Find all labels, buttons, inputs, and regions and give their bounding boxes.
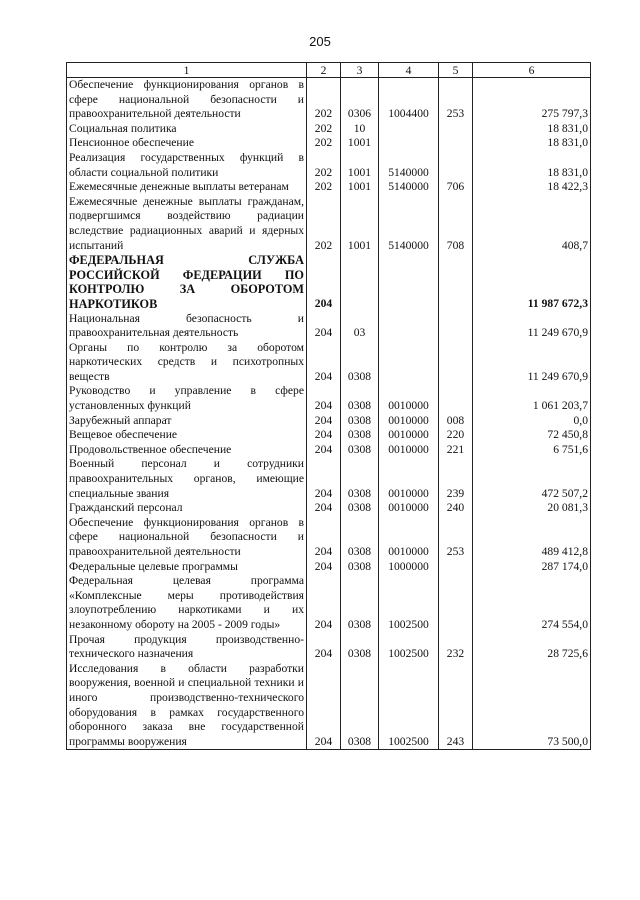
row-description: Зарубежный аппарат	[67, 414, 307, 429]
row-description: Руководство и управление в сфере установленных функций	[67, 384, 307, 413]
row-code-section: 0308	[341, 428, 379, 443]
table-row	[67, 574, 591, 632]
row-code-target	[379, 253, 439, 311]
row-code-target: 0010000	[379, 384, 439, 413]
row-code-target	[379, 341, 439, 385]
table-row	[67, 428, 591, 443]
row-code-section: 1001	[341, 195, 379, 253]
row-code-target: 1002500	[379, 574, 439, 632]
table-row	[67, 457, 591, 501]
row-code-target: 0010000	[379, 457, 439, 501]
row-code-ministry: 204	[307, 633, 341, 662]
row-code-target: 0010000	[379, 516, 439, 560]
row-amount: 28 725,6	[473, 633, 591, 662]
row-amount: 1 061 203,7	[473, 384, 591, 413]
row-code-target: 1000000	[379, 560, 439, 575]
table-row	[67, 384, 591, 413]
table-header-row	[67, 63, 591, 78]
row-code-section: 1001	[341, 151, 379, 180]
row-code-section: 03	[341, 312, 379, 341]
row-code-ministry: 204	[307, 253, 341, 311]
budget-table	[66, 62, 591, 750]
row-amount: 0,0	[473, 414, 591, 429]
column-header: 6	[473, 63, 591, 78]
row-amount: 472 507,2	[473, 457, 591, 501]
row-code-target: 0010000	[379, 443, 439, 458]
table-row	[67, 151, 591, 180]
row-code-ministry: 204	[307, 457, 341, 501]
row-amount: 11 249 670,9	[473, 341, 591, 385]
row-code-ministry: 204	[307, 501, 341, 516]
column-header: 3	[341, 63, 379, 78]
table-row	[67, 78, 591, 122]
table-body	[67, 78, 591, 750]
row-code-section	[341, 253, 379, 311]
row-code-section: 10	[341, 122, 379, 137]
row-code-expense	[439, 560, 473, 575]
row-code-ministry: 204	[307, 560, 341, 575]
table-row	[67, 122, 591, 137]
row-description: Гражданский персонал	[67, 501, 307, 516]
row-code-ministry: 204	[307, 516, 341, 560]
row-code-expense: 008	[439, 414, 473, 429]
table-row	[67, 501, 591, 516]
row-code-expense	[439, 312, 473, 341]
row-amount: 20 081,3	[473, 501, 591, 516]
row-code-section: 0308	[341, 560, 379, 575]
row-code-expense	[439, 384, 473, 413]
row-code-ministry: 204	[307, 312, 341, 341]
table-row	[67, 312, 591, 341]
row-code-ministry: 202	[307, 151, 341, 180]
row-code-expense: 220	[439, 428, 473, 443]
row-amount: 11 987 672,3	[473, 253, 591, 311]
row-code-target: 1004400	[379, 78, 439, 122]
row-code-ministry: 204	[307, 341, 341, 385]
table-row	[67, 180, 591, 195]
row-description: Органы по контролю за оборотом наркотических средств и психотропных веществ	[67, 341, 307, 385]
row-code-ministry: 202	[307, 180, 341, 195]
row-description: Реализация государственных функций в области социальной политики	[67, 151, 307, 180]
row-description: Пенсионное обеспечение	[67, 136, 307, 151]
row-code-target	[379, 312, 439, 341]
table-row	[67, 443, 591, 458]
table-row	[67, 516, 591, 560]
row-code-ministry: 204	[307, 414, 341, 429]
row-description: Ежемесячные денежные выплаты гражданам, подвергшимся воздействию радиации вследствие радиационных аварий и ядерных испытаний	[67, 195, 307, 253]
row-code-target: 5140000	[379, 151, 439, 180]
row-code-target: 1002500	[379, 662, 439, 750]
row-code-expense	[439, 151, 473, 180]
row-code-expense	[439, 574, 473, 632]
row-amount: 72 450,8	[473, 428, 591, 443]
row-code-section: 1001	[341, 180, 379, 195]
table-row	[67, 662, 591, 750]
row-amount: 287 174,0	[473, 560, 591, 575]
row-code-ministry: 204	[307, 384, 341, 413]
row-amount: 18 831,0	[473, 136, 591, 151]
row-code-ministry: 202	[307, 136, 341, 151]
row-description: Вещевое обеспечение	[67, 428, 307, 443]
row-code-target: 0010000	[379, 414, 439, 429]
row-code-section: 0308	[341, 574, 379, 632]
row-code-expense: 239	[439, 457, 473, 501]
row-code-expense: 221	[439, 443, 473, 458]
row-code-section: 0308	[341, 516, 379, 560]
row-amount: 73 500,0	[473, 662, 591, 750]
row-code-target: 5140000	[379, 180, 439, 195]
row-description: Военный персонал и сотрудники правоохранительных органов, имеющие специальные звания	[67, 457, 307, 501]
row-code-target	[379, 136, 439, 151]
row-code-section: 0308	[341, 414, 379, 429]
row-description: ФЕДЕРАЛЬНАЯ СЛУЖБА РОССИЙСКОЙ ФЕДЕРАЦИИ ПО КОНТРОЛЮ ЗА ОБОРОТОМ НАРКОТИКОВ	[67, 253, 307, 311]
table-row	[67, 414, 591, 429]
row-amount: 11 249 670,9	[473, 312, 591, 341]
row-code-expense	[439, 122, 473, 137]
row-code-section: 0308	[341, 384, 379, 413]
page-number: 205	[309, 34, 331, 49]
row-code-section: 0308	[341, 501, 379, 516]
row-code-expense	[439, 253, 473, 311]
row-code-expense: 253	[439, 78, 473, 122]
row-code-section: 0308	[341, 443, 379, 458]
table-row	[67, 560, 591, 575]
row-amount: 18 831,0	[473, 122, 591, 137]
row-description: Продовольственное обеспечение	[67, 443, 307, 458]
row-amount: 274 554,0	[473, 574, 591, 632]
row-code-expense: 232	[439, 633, 473, 662]
row-code-section: 0308	[341, 662, 379, 750]
row-code-expense	[439, 136, 473, 151]
row-amount: 18 831,0	[473, 151, 591, 180]
row-code-target	[379, 122, 439, 137]
table-row	[67, 633, 591, 662]
row-description: Федеральные целевые программы	[67, 560, 307, 575]
row-code-expense: 253	[439, 516, 473, 560]
row-code-section: 0308	[341, 633, 379, 662]
row-code-ministry: 204	[307, 428, 341, 443]
row-code-ministry: 202	[307, 195, 341, 253]
row-code-expense: 240	[439, 501, 473, 516]
row-code-expense: 243	[439, 662, 473, 750]
column-header: 1	[67, 63, 307, 78]
row-amount: 489 412,8	[473, 516, 591, 560]
row-code-target: 1002500	[379, 633, 439, 662]
row-code-expense: 708	[439, 195, 473, 253]
row-code-section: 0306	[341, 78, 379, 122]
row-description: Ежемесячные денежные выплаты ветеранам	[67, 180, 307, 195]
row-amount: 6 751,6	[473, 443, 591, 458]
row-description: Обеспечение функционирования органов в сфере национальной безопасности и правоохранительной деятельности	[67, 516, 307, 560]
table-row	[67, 195, 591, 253]
row-code-ministry: 202	[307, 122, 341, 137]
column-header: 2	[307, 63, 341, 78]
row-amount: 275 797,3	[473, 78, 591, 122]
row-code-section: 0308	[341, 341, 379, 385]
table-row	[67, 253, 591, 311]
row-description: Социальная политика	[67, 122, 307, 137]
column-header: 4	[379, 63, 439, 78]
table-row	[67, 136, 591, 151]
row-code-section: 1001	[341, 136, 379, 151]
row-code-ministry: 204	[307, 574, 341, 632]
row-description: Национальная безопасность и правоохранительная деятельность	[67, 312, 307, 341]
row-description: Прочая продукция производственно-технического назначения	[67, 633, 307, 662]
row-code-ministry: 204	[307, 443, 341, 458]
row-code-target: 5140000	[379, 195, 439, 253]
row-code-ministry: 202	[307, 78, 341, 122]
row-description: Федеральная целевая программа «Комплексные меры противодействия злоупотреблению наркотиками и их незаконному обороту на 2005 - 2009 годы»	[67, 574, 307, 632]
row-description: Исследования в области разработки вооружения, военной и специальной техники и иного производственно-технического оборудования в рамках государственного оборонного заказа вне государственной программы вооружения	[67, 662, 307, 750]
row-code-target: 0010000	[379, 501, 439, 516]
table-row	[67, 341, 591, 385]
row-code-expense	[439, 341, 473, 385]
column-header: 5	[439, 63, 473, 78]
row-code-expense: 706	[439, 180, 473, 195]
row-code-target: 0010000	[379, 428, 439, 443]
row-description: Обеспечение функционирования органов в сфере национальной безопасности и правоохранительной деятельности	[67, 78, 307, 122]
row-amount: 18 422,3	[473, 180, 591, 195]
row-code-ministry: 204	[307, 662, 341, 750]
row-amount: 408,7	[473, 195, 591, 253]
row-code-section: 0308	[341, 457, 379, 501]
